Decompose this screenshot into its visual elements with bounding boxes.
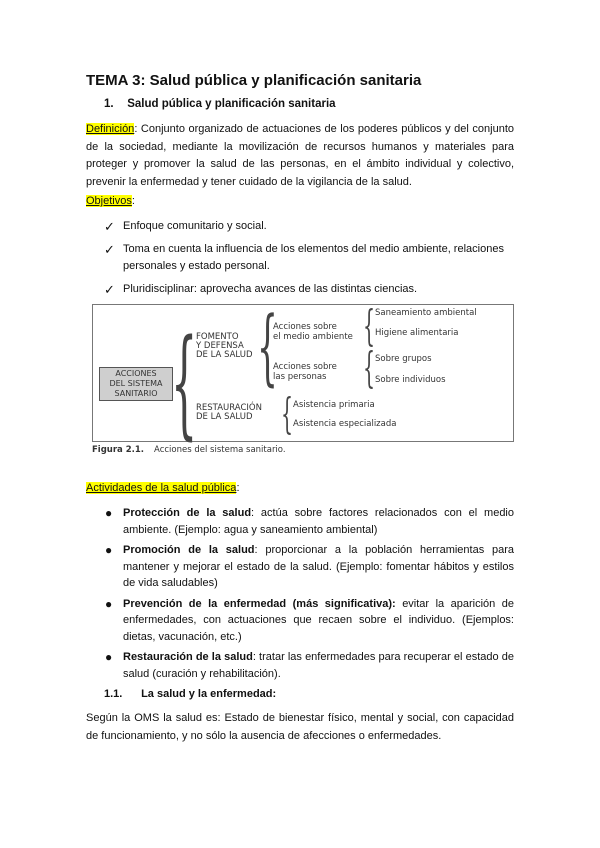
root-node-line: ACCIONES: [115, 369, 157, 378]
objective-text: Toma en cuenta la influencia de los elementos del medio ambiente, relaciones personales y estado personal.: [123, 242, 504, 273]
objectives-label-line: [86, 195, 135, 207]
fomento-node: [196, 333, 253, 360]
section-title: Salud pública y planificación sanitaria: [127, 98, 336, 110]
section-heading-1: [104, 98, 336, 110]
medio-ambiente-line: el medio ambiente: [273, 332, 353, 342]
root-node-line: DEL SISTEMA: [109, 379, 163, 388]
activity-term: Promoción de la salud: [123, 544, 255, 556]
activities-suffix: :: [236, 482, 240, 494]
objectives-list: [104, 218, 514, 303]
brace-personas: {: [363, 343, 376, 392]
fomento-line: DE LA SALUD: [196, 350, 253, 360]
caption-text: Acciones del sistema sanitario.: [154, 445, 286, 455]
list-item: [104, 505, 514, 538]
activity-text: evitar la aparición de enfermedades, con actuaciones que recaen sobre el individuo. (Ejemplos: dietas, vacunación, etc.): [123, 597, 514, 643]
activity-term: Restauración de la salud: [123, 651, 253, 663]
list-item: [104, 281, 514, 299]
restauracion-line: RESTAURACIÓN: [196, 403, 262, 413]
section-heading-1-1: [104, 688, 276, 700]
caption-label: Figura 2.1.: [92, 445, 145, 455]
primaria-leaf: Asistencia primaria: [293, 400, 375, 410]
activity-text: : actúa sobre factores relacionados con el medio ambiente. (Ejemplo: agua y saneamiento ambiental): [123, 507, 514, 536]
section-number: 1.1.: [104, 688, 123, 700]
objective-text: Enfoque comunitario y social.: [123, 220, 267, 232]
document-title: TEMA 3: Salud pública y planificación sanitaria: [86, 72, 422, 89]
fomento-line: Y DEFENSA: [196, 341, 244, 351]
higiene-leaf: Higiene alimentaria: [375, 328, 459, 338]
bullet-icon: ●: [105, 506, 113, 520]
activities-list: [104, 505, 514, 686]
activity-text: : tratar las enfermedades para recuperar el estado de salud (curación y rehabilitación).: [123, 651, 515, 680]
definition-paragraph: [86, 121, 514, 191]
figure-caption: [92, 445, 286, 455]
personas-line: Acciones sobre: [273, 362, 337, 372]
grupos-leaf: Sobre grupos: [375, 354, 432, 364]
personas-line: las personas: [273, 372, 327, 382]
activity-term: Protección de la salud: [123, 507, 252, 519]
check-icon: ✓: [104, 241, 115, 257]
activities-label: Actividades de la salud pública: [86, 482, 237, 494]
bullet-icon: ●: [105, 650, 113, 664]
check-icon: ✓: [104, 281, 115, 297]
especializada-leaf: Asistencia especializada: [293, 419, 397, 429]
medio-ambiente-line: Acciones sobre: [273, 322, 337, 332]
brace-root: {: [171, 313, 198, 451]
section-title: La salud y la enfermedad:: [141, 688, 277, 700]
list-item: [104, 596, 514, 646]
definition-text: : Conjunto organizado de actuaciones de los poderes públicos y del conjunto de la sociedad, mediante la movilización de recursos humanos y materiales para proteger y promover la salud de las personas, en el ámbito individual y colectivo, prevenir la enfermedad y tener cuidado de la vigilancia de la salud.: [86, 123, 514, 188]
objectives-label: Objetivos: [86, 195, 132, 207]
fomento-line: FOMENTO: [196, 332, 239, 342]
restauracion-line: DE LA SALUD: [196, 412, 253, 422]
root-node-box: [99, 367, 173, 401]
individuos-leaf: Sobre individuos: [375, 375, 446, 385]
definition-label: Definición: [86, 123, 135, 135]
saneamiento-leaf: Saneamiento ambiental: [375, 308, 477, 318]
objective-text: Pluridisciplinar: aprovecha avances de las distintas ciencias.: [123, 282, 418, 295]
personas-node: [273, 362, 337, 382]
activity-term: Prevención de la enfermedad (más significativa):: [123, 597, 396, 610]
medio-ambiente-node: [273, 322, 353, 342]
bullet-icon: ●: [105, 596, 113, 611]
root-node-line: SANITARIO: [114, 389, 158, 398]
list-item: [104, 649, 514, 682]
check-icon: ✓: [104, 219, 115, 234]
brace-medio-ambiente: {: [363, 301, 376, 350]
oms-definition-paragraph: Según la OMS la salud es: Estado de bienestar físico, mental y social, con capacidad de funcionamiento, y no sólo la ausencia de afecciones o enfermedades.: [86, 712, 514, 742]
list-item: [104, 542, 514, 592]
objectives-suffix: :: [131, 195, 135, 207]
brace-fomento: {: [257, 300, 278, 395]
section-number: 1.: [104, 98, 114, 110]
brace-restauracion: {: [281, 389, 294, 438]
list-item: [104, 241, 514, 276]
activities-label-line: [86, 482, 240, 494]
restauracion-node: [196, 404, 262, 422]
activity-text: : proporcionar a la población herramientas para mantener y mejorar el estado de la salud. (Ejemplo: fomentar hábitos y estilos de vida saludables): [123, 544, 514, 589]
bullet-icon: ●: [105, 543, 113, 557]
list-item: [104, 218, 514, 236]
